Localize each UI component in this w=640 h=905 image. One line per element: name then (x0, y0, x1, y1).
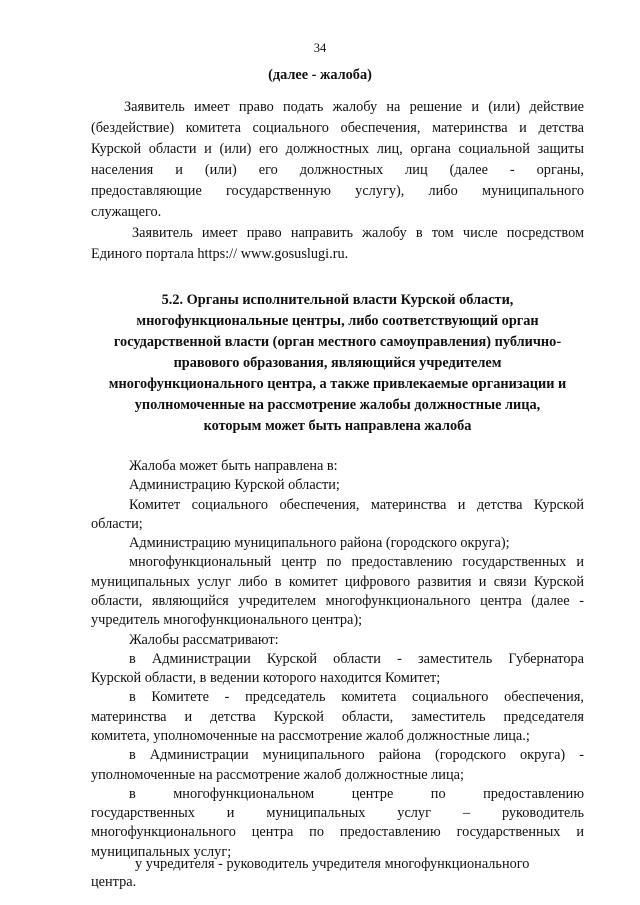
paragraph-2-line: Единого портала https:// www.gosuslugi.ru. (91, 246, 349, 262)
paragraph-1-line: Курской области и (или) его должностных лиц, органа социальной защиты (91, 141, 584, 157)
body-line: многофункциональный центр по предоставлению государственных и (129, 554, 584, 571)
body-line: области, являющийся учредителем многофункционального центра (далее - (91, 593, 584, 609)
body-line: у учредителя - руководитель учредителя многофункционального (135, 856, 530, 872)
body-line: материнства и детства Курской области, заместитель председателя (91, 708, 584, 725)
section-heading-line: которым может быть направлена жалоба (203, 418, 472, 434)
paragraph-2-line: Заявитель имеет право направить жалобу в том числе посредством (132, 225, 584, 241)
body-line: государственных и муниципальных услуг – руководитель (91, 805, 584, 822)
intro-heading: (далее - жалоба) (268, 67, 372, 83)
section-heading-line: многофункционального центра, а также привлекаемые организации и (108, 376, 567, 392)
body-line: Жалоба может быть направлена в: (129, 458, 338, 474)
body-line: в Администрации Курской области - заместитель Губернатора (129, 650, 584, 667)
body-line: учредитель многофункционального центра); (91, 612, 363, 629)
section-heading-line: 5.2. Органы исполнительной власти Курской области, (161, 292, 514, 308)
paragraph-1-line: Заявитель имеет право подать жалобу на решение и (или) действие (124, 99, 584, 115)
section-heading-line: уполномоченные на рассмотрение жалобы должностные лица, (134, 397, 541, 413)
section-heading-line: государственной власти (орган местного самоуправления) публично- (113, 334, 562, 350)
body-line: центра. (91, 874, 137, 890)
section-heading-line: многофункциональные центры, либо соответствующий орган (136, 313, 539, 329)
body-line: в Администрации муниципального района (городского округа) - (129, 747, 584, 764)
page-number: 34 (313, 41, 327, 55)
body-line: Администрацию муниципального района (городского округа); (129, 535, 510, 552)
body-line: Жалобы рассматривают: (129, 631, 279, 648)
body-line: уполномоченные на рассмотрение жалоб должностные лица; (91, 766, 464, 783)
body-line: муниципальных услуг; (91, 843, 232, 860)
body-line: комитета, уполномоченные на рассмотрение жалоб должностные лица.; (91, 728, 530, 744)
body-line: в Комитете - председатель комитета социального обеспечения, (129, 689, 584, 706)
paragraph-1-line: населения и (или) его должностных лиц (далее - органы, (91, 162, 584, 178)
body-line: в многофункциональном центре по предоставлению (129, 785, 584, 802)
paragraph-1-line: (бездействие) комитета социального обеспечения, материнства и детства (91, 120, 584, 136)
paragraph-1-line: предоставляющие государственную услугу), либо муниципального (91, 183, 584, 199)
body-line: муниципальных услуг либо в комитет цифрового развития и связи Курской (91, 573, 584, 590)
body-line: области; (91, 515, 143, 532)
body-line: Курской области, в ведении которого находится Комитет; (91, 670, 441, 687)
paragraph-1-line: служащего. (91, 204, 162, 220)
body-line: многофункционального центра по предоставлению государственных и (91, 824, 584, 841)
body-line: Комитет социального обеспечения, материнства и детства Курской (129, 496, 584, 513)
section-heading-line: правового образования, являющийся учредителем (173, 355, 502, 371)
body-line: Администрацию Курской области; (129, 477, 340, 494)
